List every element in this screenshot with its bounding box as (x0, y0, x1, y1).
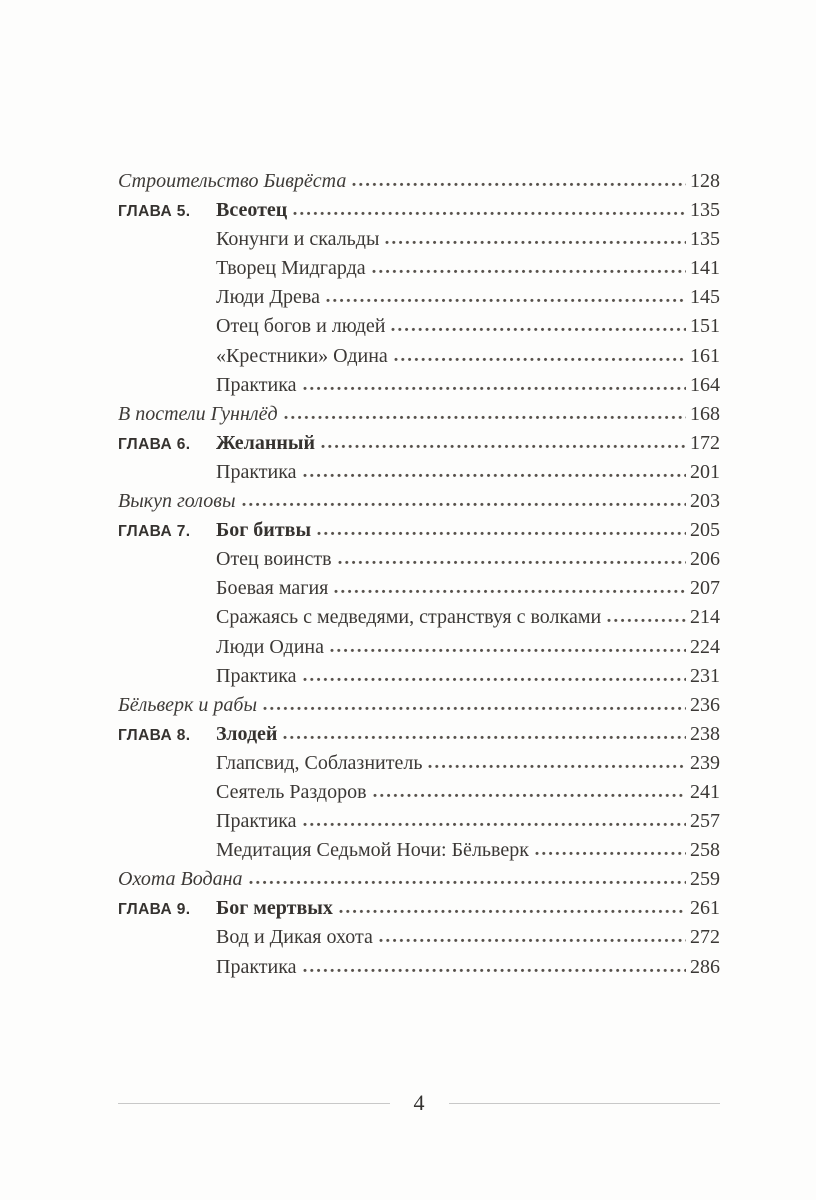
toc-entry (118, 225, 720, 254)
toc-entry (118, 429, 720, 458)
toc-entry (118, 283, 720, 312)
entry-title: Практика (216, 810, 297, 833)
entry-title: Боевая магия (216, 577, 329, 600)
toc-entry (118, 923, 720, 952)
dot-leader (338, 560, 686, 565)
dot-leader (372, 269, 686, 274)
entry-page-number: 241 (690, 780, 720, 803)
dot-leader (373, 793, 686, 798)
entry-title: Практика (216, 664, 297, 687)
dot-leader (339, 909, 686, 914)
entry-page-number: 238 (690, 722, 720, 745)
footer-rule-right (449, 1103, 721, 1104)
chapter-label: ГЛАВА 8. (118, 726, 191, 744)
dot-leader (391, 327, 686, 332)
page-number: 4 (413, 1090, 425, 1115)
toc-entry (118, 720, 720, 749)
entry-title: Желанный (216, 431, 316, 454)
entry-title: Практика (216, 373, 297, 396)
dot-leader (428, 764, 686, 769)
entry-page-number: 161 (690, 344, 720, 367)
toc-entry (118, 167, 720, 196)
dot-leader (330, 648, 686, 653)
toc-entry (118, 312, 720, 341)
entry-page-number: 258 (690, 839, 720, 862)
entry-title: Бог битвы (216, 519, 312, 542)
entry-title: Глапсвид, Соблазнитель (216, 751, 423, 774)
dot-leader (607, 618, 686, 623)
entry-page-number: 224 (690, 635, 720, 658)
entry-page-number: 257 (690, 810, 720, 833)
dot-leader (379, 938, 686, 943)
toc-entry (118, 662, 720, 691)
chapter-label: ГЛАВА 5. (118, 203, 191, 221)
entry-title: Злодей (216, 722, 278, 745)
toc-entry (118, 953, 720, 982)
toc-entry (118, 633, 720, 662)
toc-entry (118, 894, 720, 923)
dot-leader (249, 880, 686, 885)
entry-title: Вод и Дикая охота (216, 926, 373, 949)
entry-title: Конунги и скальды (216, 228, 380, 251)
entry-page-number: 236 (690, 693, 720, 716)
entry-title: «Крестники» Одина (216, 344, 388, 367)
entry-page-number: 207 (690, 577, 720, 600)
toc-entry (118, 458, 720, 487)
chapter-label: ГЛАВА 7. (118, 523, 191, 541)
toc-entry (118, 516, 720, 545)
dot-leader (303, 677, 686, 682)
entry-page-number: 135 (690, 228, 720, 251)
entry-page-number: 259 (690, 868, 720, 891)
entry-title: В постели Гуннлёд (118, 402, 278, 425)
entry-page-number: 231 (690, 664, 720, 687)
footer-rule-left (118, 1103, 390, 1104)
toc-entry (118, 196, 720, 225)
toc-entry (118, 487, 720, 516)
dot-leader (385, 240, 686, 245)
toc-entry (118, 836, 720, 865)
dot-leader (283, 735, 686, 740)
entry-title: Всеотец (216, 199, 288, 222)
toc-entry (118, 342, 720, 371)
dot-leader (263, 706, 686, 711)
entry-page-number: 261 (690, 897, 720, 920)
entry-title: Бог мертвых (216, 897, 333, 920)
entry-title: Выкуп головы (118, 490, 236, 513)
entry-page-number: 135 (690, 199, 720, 222)
dot-leader (303, 386, 686, 391)
dot-leader (303, 473, 686, 478)
entry-page-number: 214 (690, 606, 720, 629)
entry-page-number: 151 (690, 315, 720, 338)
dot-leader (326, 298, 686, 303)
toc-entry (118, 807, 720, 836)
entry-page-number: 286 (690, 955, 720, 978)
entry-title: Сражаясь с медведями, странствуя с волками (216, 606, 602, 629)
toc-entry (118, 371, 720, 400)
dot-leader (352, 182, 686, 187)
entry-title: Охота Водана (118, 868, 243, 891)
entry-page-number: 141 (690, 257, 720, 280)
entry-page-number: 201 (690, 460, 720, 483)
chapter-label: ГЛАВА 6. (118, 435, 191, 453)
entry-page-number: 272 (690, 926, 720, 949)
page-footer (118, 1092, 720, 1114)
entry-page-number: 172 (690, 431, 720, 454)
toc-entry (118, 865, 720, 894)
toc-entry (118, 254, 720, 283)
entry-page-number: 128 (690, 170, 720, 192)
entry-title: Строительство Биврёста (118, 170, 347, 192)
dot-leader (242, 502, 687, 507)
toc-entry (118, 749, 720, 778)
entry-title: Творец Мидгарда (216, 257, 366, 280)
entry-title: Люди Одина (216, 635, 325, 658)
toc-entry (118, 778, 720, 807)
entry-title: Люди Древа (216, 286, 320, 309)
dot-leader (334, 589, 686, 594)
dot-leader (317, 531, 686, 536)
dot-leader (284, 415, 686, 420)
chapter-label: ГЛАВА 9. (118, 901, 191, 919)
dot-leader (303, 968, 686, 973)
toc-entry (118, 545, 720, 574)
entry-title: Бёльверк и рабы (118, 693, 258, 716)
dot-leader (394, 357, 686, 362)
entry-title: Отец воинств (216, 548, 332, 571)
entry-page-number: 205 (690, 519, 720, 542)
toc-entry (118, 574, 720, 603)
entry-title: Сеятель Раздоров (216, 780, 367, 803)
toc-list (118, 167, 720, 982)
toc-entry (118, 691, 720, 720)
entry-page-number: 203 (690, 490, 720, 513)
entry-page-number: 145 (690, 286, 720, 309)
dot-leader (303, 822, 686, 827)
entry-page-number: 239 (690, 751, 720, 774)
entry-title: Отец богов и людей (216, 315, 386, 338)
entry-page-number: 206 (690, 548, 720, 571)
entry-page-number: 164 (690, 373, 720, 396)
entry-title: Медитация Седьмой Ночи: Бёльверк (216, 839, 529, 862)
entry-page-number: 168 (690, 402, 720, 425)
entry-title: Практика (216, 460, 297, 483)
dot-leader (535, 851, 686, 856)
dot-leader (293, 211, 686, 216)
dot-leader (321, 444, 686, 449)
toc-entry (118, 400, 720, 429)
toc-entry (118, 603, 720, 632)
entry-title: Практика (216, 955, 297, 978)
